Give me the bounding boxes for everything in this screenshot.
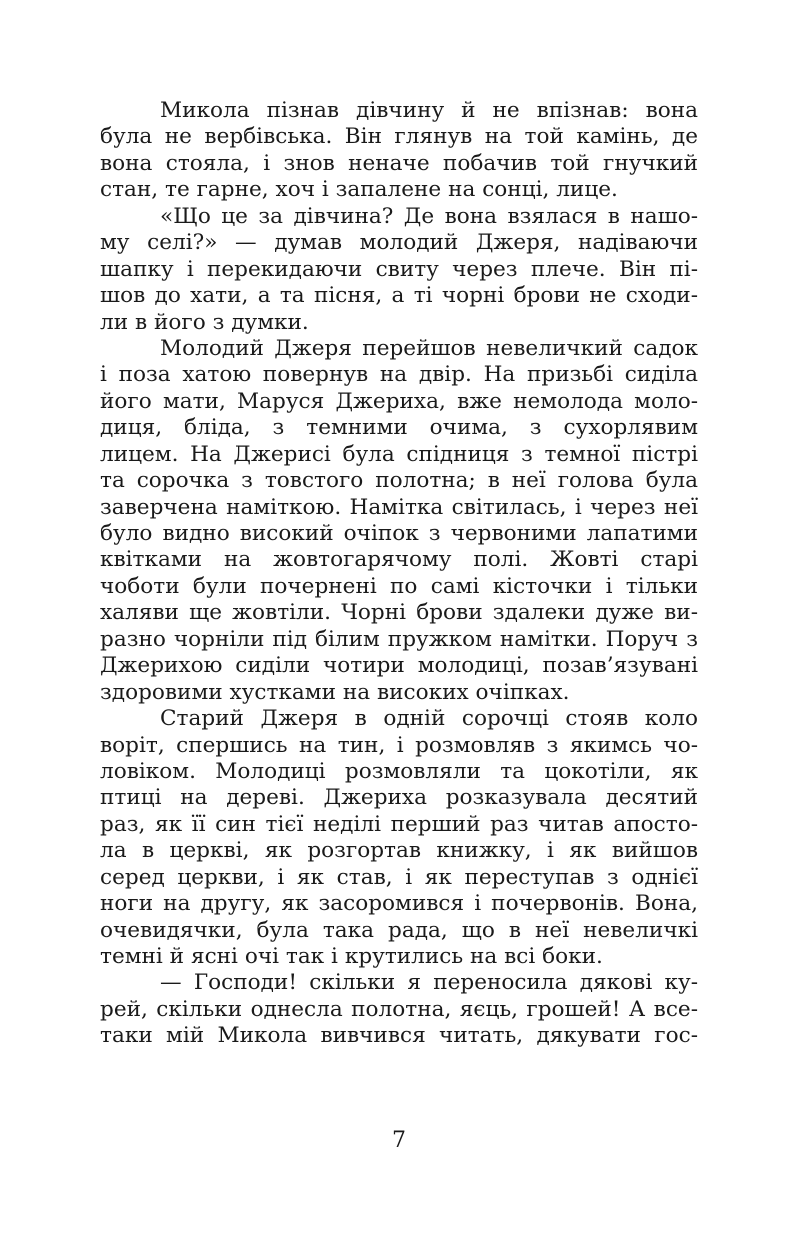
text-line: «Що це за дівчина? Де вона взялася в нашо- bbox=[160, 203, 698, 229]
text-line: му селі?» — думав молодий Джеря, надіваючи bbox=[100, 230, 698, 256]
text-line: Микола пізнав дівчину й не впізнав: вона bbox=[160, 98, 698, 123]
text-line: квітками на жовтогарячому полі. Жовті старі bbox=[100, 547, 698, 573]
text-line: — Господи! скільки я переносила дякові ку- bbox=[160, 970, 698, 996]
text-line: Старий Джеря в одній сорочці стояв коло bbox=[160, 706, 698, 732]
text-line: заверчена наміткою. Намітка світилась, і через неї bbox=[100, 494, 698, 520]
text-line: воріт, спершись на тин, і розмовляв з якимсь чо- bbox=[100, 732, 698, 758]
text-line: і поза хатою повернув на двір. На призьбі сиділа bbox=[100, 362, 698, 388]
text-line: ловіком. Молодиці розмовляли та цокотіли, як bbox=[100, 758, 698, 784]
text-line: рей, скільки однесла полотна, яєць, грошей! А все- bbox=[100, 996, 698, 1022]
text-line: диця, бліда, з темними очима, з сухорлявим bbox=[100, 415, 698, 441]
text-line: очевидячки, була така рада, що в неї невеличкі bbox=[100, 917, 698, 943]
page-number: 7 bbox=[392, 1128, 406, 1153]
text-line: разно чорніли під білим пружком намітки. Поруч з bbox=[100, 626, 698, 652]
text-line: чоботи були почернені по самі кісточки і тільки bbox=[100, 573, 698, 599]
text-line: птиці на дереві. Джериха розказувала десятий bbox=[100, 785, 698, 811]
text-line: серед церкви, і як став, і як переступав з однієї bbox=[100, 864, 698, 890]
text-line: халяви ще жовтіли. Чорні брови здалеки дуже ви- bbox=[100, 600, 698, 626]
text-line: лицем. На Джерисі була спідниця з темної пістрі bbox=[100, 441, 698, 467]
text-line: таки мій Микола вивчився читать, дякувати гос- bbox=[100, 1023, 698, 1049]
text-line: шапку і перекидаючи свиту через плече. Він пі- bbox=[100, 256, 698, 282]
text-line: та сорочка з товстого полотна; в неї голова була bbox=[100, 468, 698, 494]
text-line: ли в його з думки. bbox=[100, 309, 309, 335]
body-text bbox=[100, 98, 698, 1050]
text-line: шов до хати, а та пісня, а ті чорні брови не сходи- bbox=[100, 283, 698, 309]
text-line: раз, як її син тієї неділі перший раз читав апосто- bbox=[100, 811, 698, 837]
text-line: темні й ясні очі так і крутились на всі боки. bbox=[100, 944, 603, 969]
text-line: стан, те гарне, хоч і запалене на сонці, лице. bbox=[100, 177, 618, 203]
text-line: його мати, Маруся Джериха, вже немолода моло- bbox=[100, 388, 698, 414]
text-line: здоровими хустками на високих очіпках. bbox=[100, 679, 570, 705]
text-line: було видно високий очіпок з червоними лапатими bbox=[100, 521, 698, 546]
text-line: ла в церкві, як розгортав книжку, і як вийшов bbox=[100, 838, 698, 864]
text-line: була не вербівська. Він глянув на той камінь, де bbox=[100, 124, 698, 150]
text-line: вона стояла, і знов неначе побачив той гнучкий bbox=[100, 150, 698, 176]
text-line: Джерихою сиділи чотири молодиці, позав’язувані bbox=[100, 653, 698, 679]
text-line: ноги на другу, як засоромився і почервонів. Вона, bbox=[100, 891, 698, 917]
text-line: Молодий Джеря перейшов невеличкий садок bbox=[160, 335, 698, 361]
